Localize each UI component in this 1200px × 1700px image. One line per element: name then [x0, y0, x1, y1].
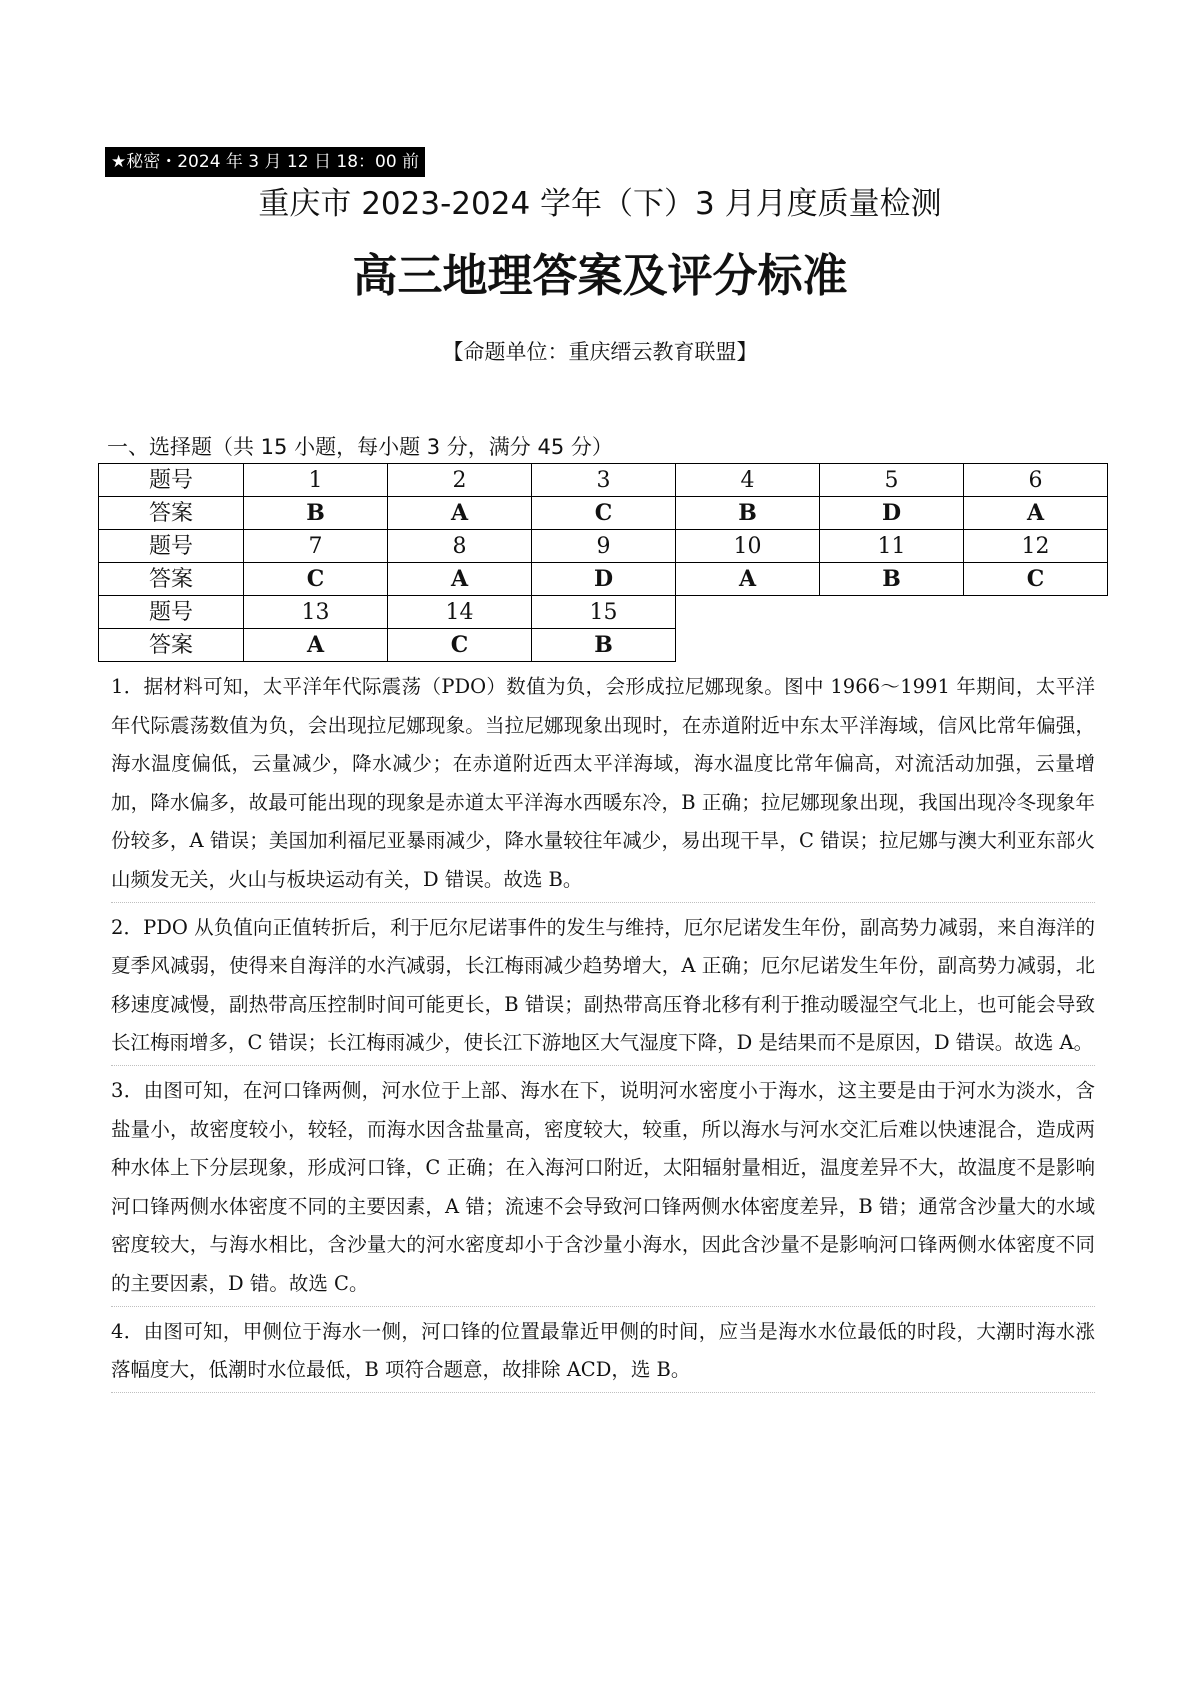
table-row — [99, 563, 1108, 596]
question-number: 4 — [676, 464, 820, 497]
table-row — [99, 629, 1108, 662]
answer-cell: B — [820, 563, 964, 596]
answer-table — [98, 463, 1108, 662]
answer-cell: D — [820, 497, 964, 530]
empty-cell — [820, 629, 964, 662]
exam-title: 重庆市 2023-2024 学年（下）3 月月度质量检测 — [258, 186, 942, 222]
empty-cell — [964, 629, 1108, 662]
answer-cell: A — [244, 629, 388, 662]
answer-cell: C — [964, 563, 1108, 596]
answer-cell: C — [244, 563, 388, 596]
table-row — [99, 596, 1108, 629]
page-title: 高三地理答案及评分标准 — [352, 249, 848, 302]
table-row — [99, 464, 1108, 497]
explanation-paragraph: 2．PDO 从负值向正值转折后，利于厄尔尼诺事件的发生与维持，厄尔尼诺发生年份，副高势力减弱，来自海洋的夏季风减弱，使得来自海洋的水汽减弱，长江梅雨减少趋势增大，A 正确；厄尔尼诺发生年份，副高势力减弱，北移速度减慢，副热带高压控制时间可能更长，B 错误；副热带高压脊北移有利于推动暖湿空气北上，也可能会导致长江梅雨增多，C 错误；长江梅雨减少，使长江下游地区大气湿度下降，D 是结果而不是原因，D 错误。故选 A。 — [111, 909, 1095, 1066]
answer-cell: C — [532, 497, 676, 530]
empty-cell — [964, 596, 1108, 629]
row-label-answer: 答案 — [99, 563, 244, 596]
row-label-number: 题号 — [99, 530, 244, 563]
question-number: 7 — [244, 530, 388, 563]
table-row — [99, 530, 1108, 563]
author-line: 【命题单位：重庆缙云教育联盟】 — [442, 340, 758, 364]
answer-cell: C — [388, 629, 532, 662]
table-row — [99, 497, 1108, 530]
question-number: 9 — [532, 530, 676, 563]
answer-cell: B — [244, 497, 388, 530]
row-label-number: 题号 — [99, 596, 244, 629]
answer-cell: D — [532, 563, 676, 596]
empty-cell — [820, 596, 964, 629]
answer-cell: A — [676, 563, 820, 596]
question-number: 6 — [964, 464, 1108, 497]
empty-cell — [676, 629, 820, 662]
question-number: 2 — [388, 464, 532, 497]
explanation-paragraph: 3．由图可知，在河口锋两侧，河水位于上部、海水在下，说明河水密度小于海水，这主要是由于河水为淡水，含盐量小，故密度较小，较轻，而海水因含盐量高，密度较大，较重，所以海水与河水交汇后难以快速混合，造成两种水体上下分层现象，形成河口锋，C 正确；在入海河口附近，太阳辐射量相近，温度差异不大，故温度不是影响河口锋两侧水体密度不同的主要因素，A 错；流速不会导致河口锋两侧水体密度差异，B 错；通常含沙量大的水域密度较大，与海水相比，含沙量大的河水密度却小于含沙量小海水，因此含沙量不是影响河口锋两侧水体密度不同的主要因素，D 错。故选 C。 — [111, 1072, 1095, 1307]
answer-cell: A — [964, 497, 1108, 530]
confidential-tag: ★秘密・2024 年 3 月 12 日 18：00 前 — [105, 147, 425, 177]
question-number: 8 — [388, 530, 532, 563]
question-number: 12 — [964, 530, 1108, 563]
answer-cell: B — [532, 629, 676, 662]
explanation-paragraph: 1．据材料可知，太平洋年代际震荡（PDO）数值为负，会形成拉尼娜现象。图中 1966～1991 年期间，太平洋年代际震荡数值为负，会出现拉尼娜现象。当拉尼娜现象出现时，在赤道附近中东太平洋海域，信风比常年偏强，海水温度偏低，云量减少，降水减少；在赤道附近西太平洋海域，海水温度比常年偏高，对流活动加强，云量增加，降水偏多，故最可能出现的现象是赤道太平洋海水西暖东冷，B 正确；拉尼娜现象出现，我国出现冷冬现象年份较多，A 错误；美国加利福尼亚暴雨减少，降水量较往年减少，易出现干旱，C 错误；拉尼娜与澳大利亚东部火山频发无关，火山与板块运动有关，D 错误。故选 B。 — [111, 668, 1095, 903]
question-number: 3 — [532, 464, 676, 497]
row-label-answer: 答案 — [99, 629, 244, 662]
section-heading: 一、选择题（共 15 小题，每小题 3 分，满分 45 分） — [107, 435, 613, 459]
row-label-number: 题号 — [99, 464, 244, 497]
answer-cell: A — [388, 563, 532, 596]
empty-cell — [676, 596, 820, 629]
row-label-answer: 答案 — [99, 497, 244, 530]
question-number: 13 — [244, 596, 388, 629]
question-number: 5 — [820, 464, 964, 497]
question-number: 1 — [244, 464, 388, 497]
explanations — [111, 668, 1095, 1399]
question-number: 10 — [676, 530, 820, 563]
question-number: 14 — [388, 596, 532, 629]
question-number: 11 — [820, 530, 964, 563]
question-number: 15 — [532, 596, 676, 629]
explanation-paragraph: 4．由图可知，甲侧位于海水一侧，河口锋的位置最靠近甲侧的时间，应当是海水水位最低的时段，大潮时海水涨落幅度大，低潮时水位最低，B 项符合题意，故排除 ACD，选 B。 — [111, 1313, 1095, 1393]
answer-cell: B — [676, 497, 820, 530]
answer-cell: A — [388, 497, 532, 530]
